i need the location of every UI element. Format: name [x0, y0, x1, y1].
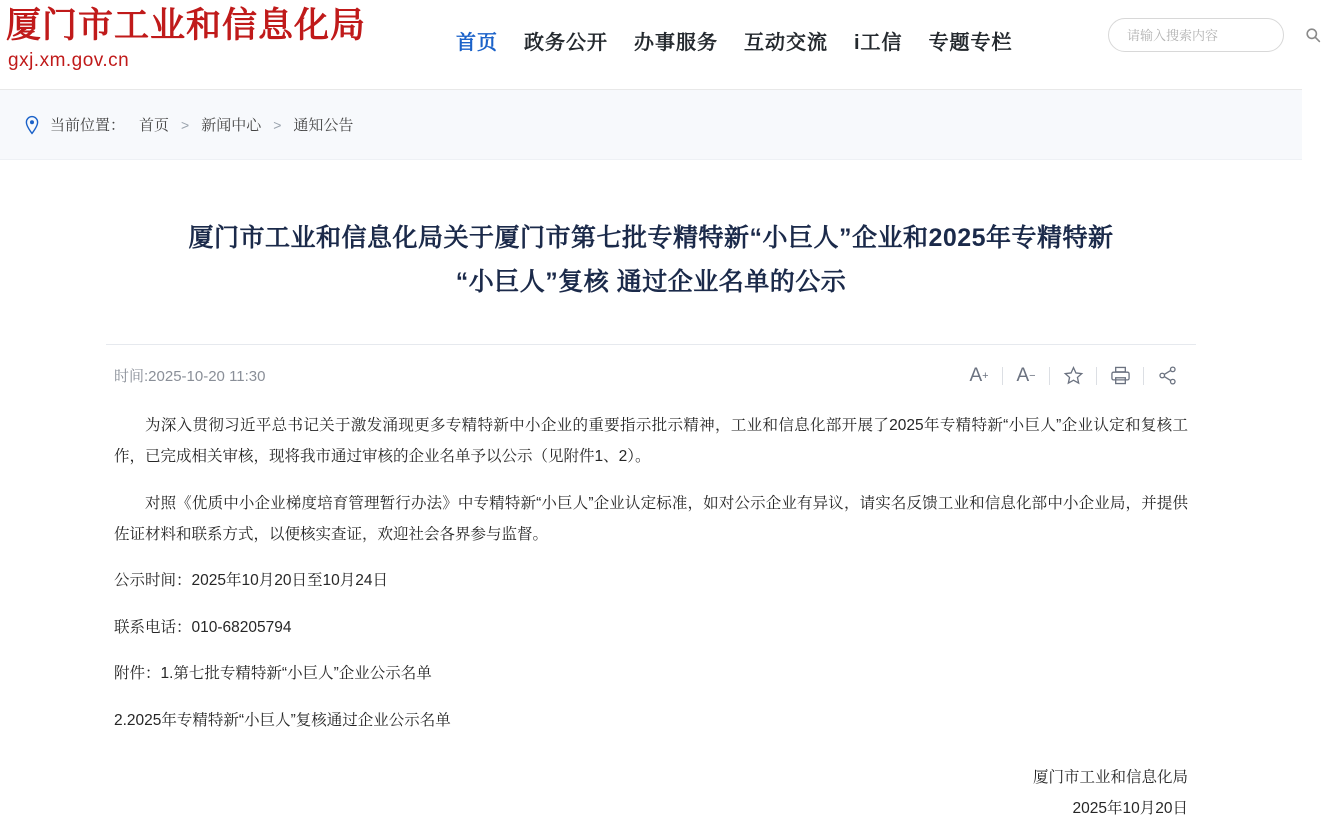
location-pin-icon — [24, 115, 42, 135]
article-meta — [106, 344, 1196, 388]
font-decrease-icon[interactable]: A − — [1016, 364, 1036, 386]
breadcrumb — [0, 90, 1302, 160]
signature-date: 2025年10月20日 — [1072, 799, 1188, 817]
site-header — [0, 0, 1302, 90]
breadcrumb-item-news-center[interactable]: 新闻中心 — [201, 117, 262, 134]
site-domain: gxj.xm.gov.cn — [8, 50, 130, 71]
nav-item-services[interactable]: 办事服务 — [634, 32, 718, 54]
breadcrumb-label: 当前位置： — [50, 117, 126, 134]
page-body — [0, 160, 1302, 824]
site-logo[interactable] — [0, 0, 440, 72]
nav-item-home[interactable]: 首页 — [456, 32, 498, 54]
main-nav — [456, 26, 1013, 55]
article-signature — [106, 762, 1196, 824]
page-title-line2: “小巨人”复核 通过企业名单的公示 — [455, 268, 847, 296]
favorite-star-icon[interactable] — [1050, 365, 1096, 386]
signature-org: 厦门市工业和信息化局 — [1032, 768, 1188, 786]
article-tools — [956, 365, 1196, 387]
page-title-line1: 厦门市工业和信息化局关于厦门市第七批专精特新“小巨人”企业和2025年专精特新 — [188, 224, 1114, 252]
search-icon[interactable] — [1305, 26, 1321, 44]
article-paragraph: 对照《优质中小企业梯度培育管理暂行办法》中专精特新“小巨人”企业认定标准，如对公示企业有异议，请实名反馈工业和信息化部中小企业局，并提供佐证材料和联系方式，以便核实查证，欢迎社会各界参与监督。 — [114, 494, 1188, 543]
publicity-period-line: 公示时间：2025年10月20日至10月24日 — [114, 572, 388, 589]
article-body — [106, 410, 1196, 736]
breadcrumb-separator: > — [181, 116, 190, 133]
publish-time: 时间:2025-10-20 11:30 — [114, 368, 266, 385]
print-icon[interactable] — [1097, 365, 1143, 386]
article-paragraph: 为深入贯彻习近平总书记关于激发涌现更多专精特新中小企业的重要指示批示精神，工业和信息化部开展了2025年专精特新“小巨人”企业认定和复核工作，已完成相关审核，现将我市通过审核的企业名单予以公示（见附件1、2）。 — [114, 417, 1188, 465]
breadcrumb-item-announcements[interactable]: 通知公告 — [293, 117, 354, 134]
breadcrumb-separator: > — [273, 116, 282, 133]
nav-item-topics[interactable]: 专题专栏 — [928, 32, 1013, 54]
attachment-line-2: 2.2025年专精特新“小巨人”复核通过企业公示名单 — [114, 711, 451, 729]
nav-item-interaction[interactable]: 互动交流 — [744, 32, 828, 54]
site-title: 厦门市工业和信息化局 — [6, 5, 367, 46]
search-box[interactable] — [1108, 18, 1284, 52]
page-title — [106, 216, 1196, 304]
nav-item-government-affairs[interactable]: 政务公开 — [524, 32, 608, 54]
breadcrumb-item-home[interactable]: 首页 — [139, 117, 170, 134]
nav-item-igongxin[interactable]: i工信 — [854, 32, 903, 54]
article — [106, 160, 1196, 824]
font-increase-icon[interactable]: A + — [969, 364, 989, 386]
search-input[interactable] — [1125, 27, 1305, 44]
attachment-line-1: 附件：1.第七批专精特新“小巨人”企业公示名单 — [114, 665, 432, 682]
contact-phone-line: 联系电话：010-68205794 — [114, 618, 292, 636]
share-icon[interactable] — [1144, 365, 1190, 386]
